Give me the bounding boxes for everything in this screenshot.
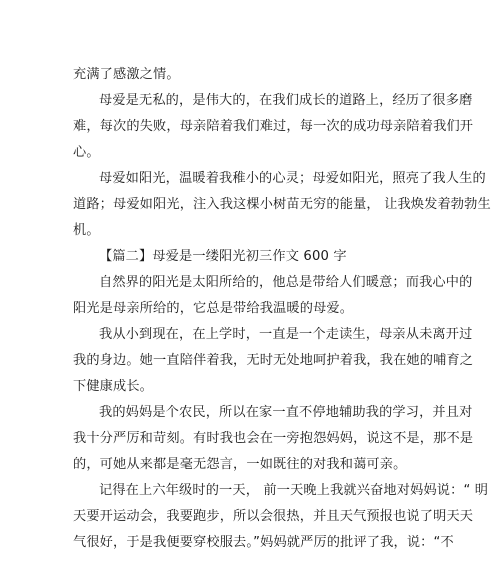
text-line: 道路；母爱如阳光，注入我这棵小树苗无穷的能量， 让我焕发着勃勃生 <box>73 197 491 212</box>
text-line: 母爱是无私的，是伟大的，在我们成长的道路上，经历了很多磨 <box>99 93 473 108</box>
text-line: 下健康成长。 <box>73 379 154 394</box>
text-line: 我的妈妈是个农民，所以在家一直不停地辅助我的学习，并且对 <box>99 405 473 420</box>
text-line: 充满了感激之情。 <box>73 67 180 82</box>
article-body <box>73 62 491 556</box>
text-line: 的，可她从来都是毫无怨言，一如既往的对我和蔼可亲。 <box>73 457 407 472</box>
text-line: 气很好，于是我便要穿校服去。”妈妈就严厉的批评了我，说：“不 <box>73 535 454 550</box>
text-line: 自然界的阳光是太阳所给的，他总是带给人们暖意；而我心中的 <box>99 275 473 290</box>
text-line: 我从小到现在，在上学时，一直是一个走读生，母亲从未离开过 <box>99 327 473 342</box>
section-heading: 【篇二】母爱是一缕阳光初三作文 600 字 <box>99 249 347 264</box>
text-line: 我十分严厉和苛刻。有时我也会在一旁抱怨妈妈，说这不是，那不是 <box>73 431 474 446</box>
text-line: 天要开运动会，我要跑步，所以会很热，并且天气预报也说了明天天 <box>73 509 474 524</box>
text-line: 记得在上六年级时的一天， 前一天晚上我就兴奋地对妈妈说：“ 明 <box>99 483 489 498</box>
text-line: 我的身边。她一直陪伴着我，无时无处地呵护着我，我在她的哺育之 <box>73 353 474 368</box>
text-line: 难，每次的失败，母亲陪着我们难过，每一次的成功母亲陪着我们开 <box>73 119 474 134</box>
text-line: 母爱如阳光，温暖着我稚小的心灵；母爱如阳光，照亮了我人生的 <box>99 171 486 186</box>
text-line: 阳光是母亲所给的，它总是带给我温暖的母爱。 <box>73 301 354 316</box>
text-line: 心。 <box>73 145 100 160</box>
text-line: 机。 <box>73 223 100 238</box>
